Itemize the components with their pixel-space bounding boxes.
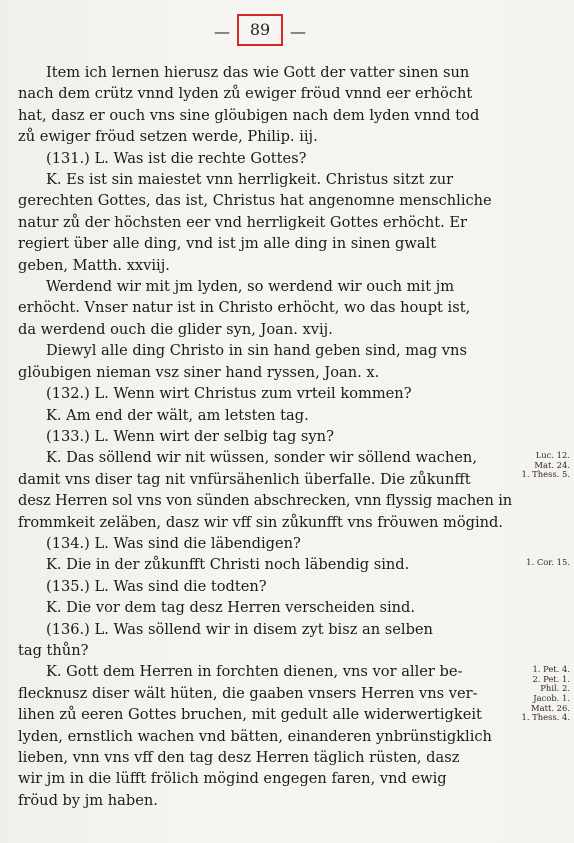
text-line: K. Gott dem Herren in forchten dienen, vns vor aller be- <box>46 663 463 681</box>
text-line: natur zů der höchsten eer vnd herrligkeit Gottes erhöcht. Er <box>18 213 467 231</box>
text-line: lyden, ernstlich wachen vnd bätten, einanderen ynbrünstigklich <box>18 727 492 745</box>
margin-reference: 1. Cor. 15. <box>526 557 570 568</box>
text-line: K. Es ist sin maiestet vnn herrligkeit. Christus sitzt zur <box>46 171 454 189</box>
margin-reference: Matt. 26. <box>531 702 570 713</box>
text-line: fröud by jm haben. <box>18 791 158 809</box>
body-text <box>18 62 512 811</box>
text-line: da werdend ouch die glider syn, Joan. xvij. <box>18 320 333 338</box>
margin-reference: 1. Thess. 5. <box>521 469 570 480</box>
text-line: desz Herren sol vns von sünden abschrecken, vnn flyssig machen in <box>18 492 513 510</box>
text-line: geben, Matth. xxviij. <box>18 256 170 274</box>
text-line: lihen zů eeren Gottes bruchen, mit gedult alle widerwertigkeit <box>18 706 482 724</box>
text-line: gerechten Gottes, das ist, Christus hat angenomne menschliche <box>18 192 492 210</box>
text-line: (132.) L. Wenn wirt Christus zum vrteil kommen? <box>46 385 412 403</box>
text-line: (136.) L. Was söllend wir in disem zyt bisz an selben <box>46 620 433 638</box>
text-line: frommkeit zeläben, dasz wir vff sin zůkunfft vns fröuwen mögind. <box>18 513 504 531</box>
text-line: Werdend wir mit jm lyden, so werdend wir ouch mit jm <box>46 278 455 296</box>
text-line: (135.) L. Was sind die todten? <box>46 577 267 595</box>
margin-reference: 2. Pet. 1. <box>532 673 570 684</box>
text-line: K. Am end der wält, am letsten tag. <box>46 406 309 424</box>
text-line: Diewyl alle ding Christo in sin hand geben sind, mag vns <box>46 342 467 360</box>
text-line: damit vns diser tag nit vnfürsähenlich überfalle. Die zůkunfft <box>18 470 471 488</box>
text-line: glöubigen nieman vsz siner hand ryssen, Joan. x. <box>18 363 380 381</box>
text-line: K. Das söllend wir nit wüssen, sonder wir söllend wachen, <box>46 449 477 467</box>
text-line: Item ich lernen hierusz das wie Gott der vatter sinen sun <box>46 64 470 81</box>
page-number: 89 <box>237 14 283 46</box>
text-line: flecknusz diser wält hüten, die gaaben vnsers Herren vns ver- <box>18 684 478 702</box>
text-line: zů ewiger fröud setzen werde, Philip. iij. <box>18 128 318 146</box>
text-line: erhöcht. Vnser natur ist in Christo erhöcht, wo das houpt ist, <box>18 299 471 317</box>
margin-reference: 1. Pet. 4. <box>532 664 570 675</box>
margin-note <box>510 665 570 723</box>
header-dash-right: — <box>290 22 306 41</box>
margin-reference: Jacob. 1. <box>533 692 570 703</box>
margin-reference: Phil. 2. <box>540 683 570 694</box>
margin-reference: 1. Thess. 4. <box>521 712 570 723</box>
text-line: hat, dasz er ouch vns sine glöubigen nach dem lyden vnnd tod <box>18 106 480 124</box>
text-line: K. Die vor dem tag desz Herren verscheiden sind. <box>46 599 416 617</box>
text-line: nach dem crütz vnnd lyden zů ewiger fröud vnnd eer erhöcht <box>18 85 473 103</box>
text-line: (134.) L. Was sind die läbendigen? <box>46 534 301 552</box>
margin-note <box>510 558 570 568</box>
header-dash-left: — <box>214 22 230 41</box>
margin-reference: Mat. 24. <box>534 459 570 470</box>
text-line: K. Die in der zůkunfft Christi noch läbendig sind. <box>46 556 410 574</box>
text-line: (133.) L. Wenn wirt der selbig tag syn? <box>46 427 334 445</box>
text-line: wir jm in die lüfft frölich mögind engegen faren, vnd ewig <box>18 770 447 788</box>
text-line: regiert über alle ding, vnd ist jm alle ding in sinen gwalt <box>18 235 437 253</box>
text-line: lieben, vnn vns vff den tag desz Herren täglich rüsten, dasz <box>18 749 460 766</box>
text-line: tag thůn? <box>18 641 89 659</box>
page-header <box>0 14 574 48</box>
text-line: (131.) L. Was ist die rechte Gottes? <box>46 149 307 167</box>
margin-note <box>510 451 570 480</box>
margin-reference: Luc. 12. <box>535 450 570 461</box>
